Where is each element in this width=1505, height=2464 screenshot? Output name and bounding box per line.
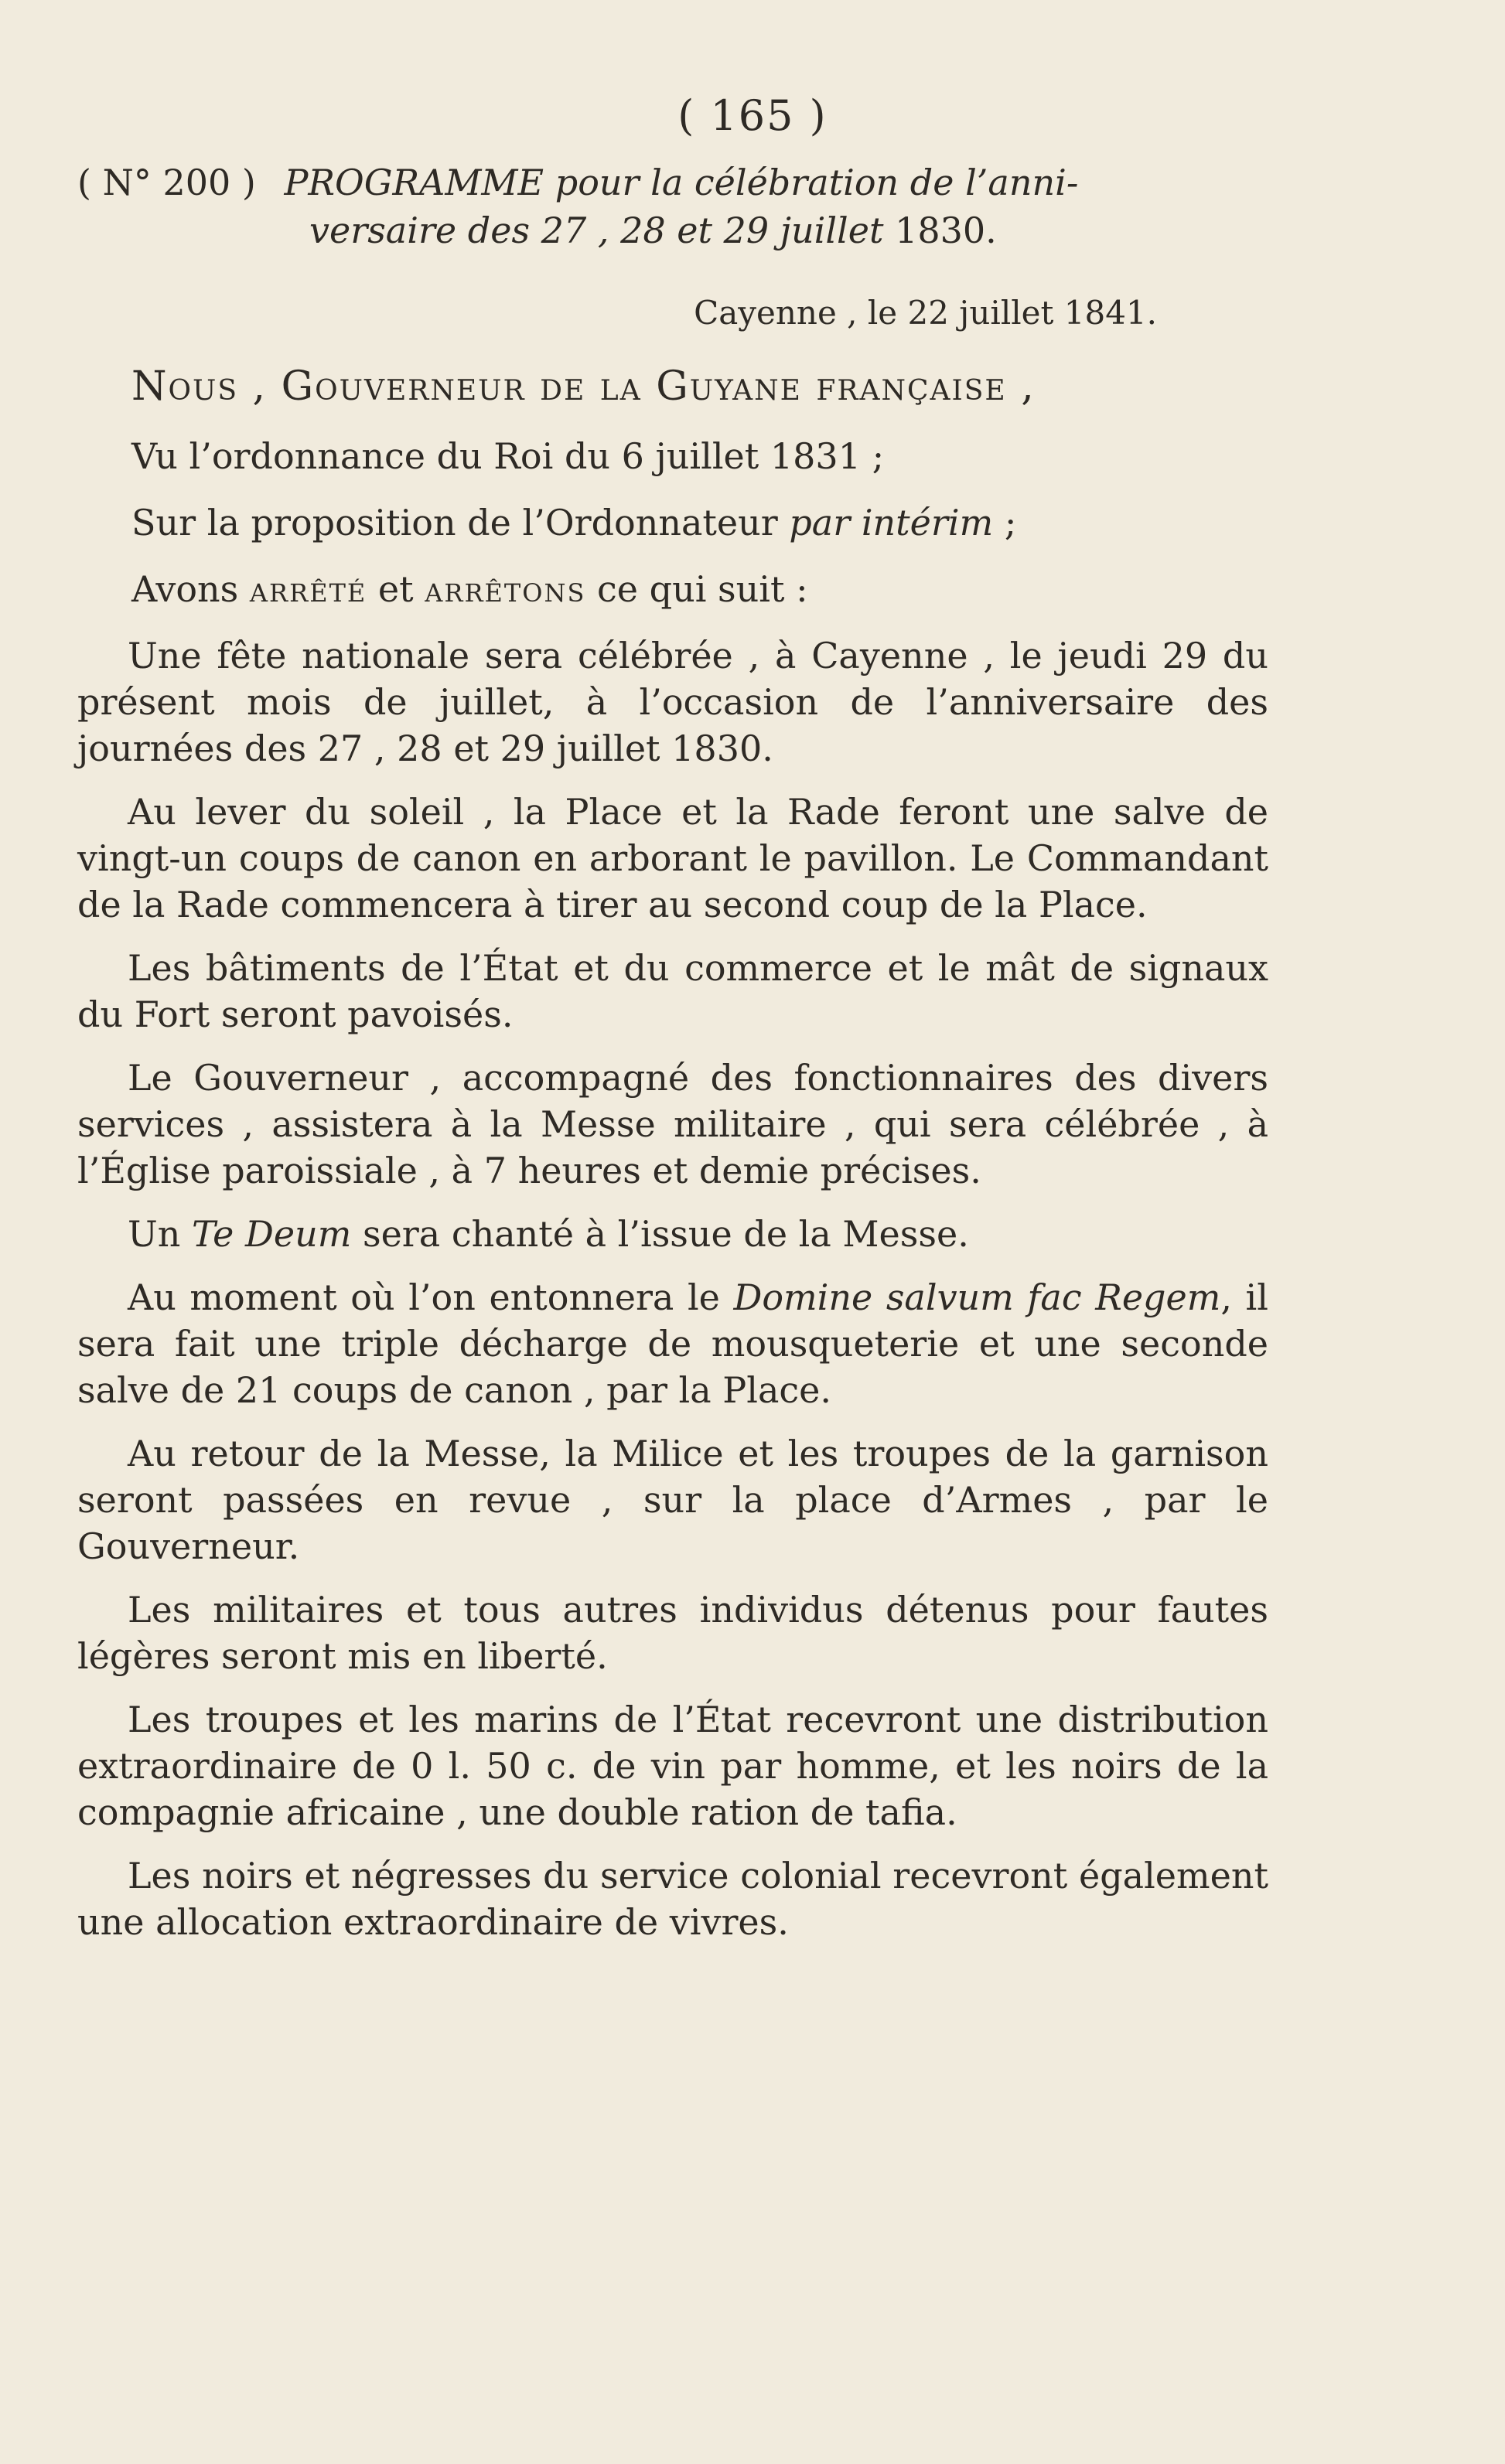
preamble-sur-end: ;: [993, 502, 1017, 544]
arrete-word: arrêté: [249, 568, 367, 610]
dateline: Cayenne , le 22 juillet 1841.: [694, 294, 1157, 332]
paragraph-gouverneur-messe: Le Gouverneur , accompagné des fonctionnaires des divers services , assistera à la Messe militaire , qui sera célébrée , à l’Église paroissiale , à 7 heures et demie précises.: [77, 1057, 1268, 1191]
paragraph-fete-nationale: Une fête nationale sera célébrée , à Cayenne , le jeudi 29 du présent mois de juillet, à l’occasion de l’anniversaire des journées des 27 , 28 et 29 juillet 1830.: [77, 635, 1268, 769]
document-title-continued: pour la célébration de l’anni-: [555, 162, 1079, 203]
preamble: [77, 363, 1268, 612]
paragraph-te-deum: [77, 1211, 1268, 1257]
et-word: et: [377, 568, 414, 610]
preamble-sur: [77, 499, 1268, 546]
document-title-year: 1830.: [895, 210, 997, 251]
te-deum-suffix: sera chanté à l’issue de la Messe.: [362, 1213, 969, 1255]
document-title-line2: [77, 206, 1268, 254]
paragraph-batiments: Les bâtiments de l’État et du commerce et le mât de signaux du Fort seront pavoisés.: [77, 947, 1268, 1035]
arretons-word: arrêtons: [425, 568, 586, 610]
domine-suffix: , il sera fait une triple décharge de mousqueterie et une seconde salve de 21 coups de canon , par la Place.: [77, 1276, 1268, 1411]
ce-qui-suit: ce qui suit :: [597, 568, 808, 610]
te-deum-prefix: Un: [128, 1213, 181, 1255]
domine-italic: Domine salvum fac Regem: [733, 1276, 1221, 1318]
document-heading: [77, 158, 1268, 254]
document-number: ( N° 200 ): [77, 162, 256, 203]
preamble-sur-italic: par intérim: [789, 502, 994, 544]
paragraph-lever-soleil: Au lever du soleil , la Place et la Rade feront une salve de vingt-un coups de canon en arborant le pavillon. Le Commandant de la Rade commencera à tirer au second coup de la Place.: [77, 791, 1268, 925]
preamble-opening: Nous , Gouverneur de la Guyane française ,: [131, 363, 1036, 410]
document-body: [77, 363, 1268, 1962]
avons-word: Avons: [131, 568, 239, 610]
paragraph-domine-salvum: [77, 1274, 1268, 1413]
paragraph-distribution: Les troupes et les marins de l’État recevront une distribution extraordinaire de 0 l. 50 c. de vin par homme, et les noirs de la compagnie africaine , une double ration de tafia.: [77, 1699, 1268, 1833]
preamble-sur-text: Sur la proposition de l’Ordonnateur: [131, 502, 778, 544]
paragraph-liberte: Les militaires et tous autres individus détenus pour fautes légères seront mis en liberté.: [77, 1589, 1268, 1677]
document-title-dates: versaire des 27 , 28 et 29 juillet: [309, 210, 884, 251]
paragraph-revue: Au retour de la Messe, la Milice et les troupes de la garnison seront passées en revue , sur la place d’Armes , par le Gouverneur.: [77, 1433, 1268, 1567]
articles: [77, 632, 1268, 1945]
preamble-avons: [77, 566, 1268, 612]
te-deum-italic: Te Deum: [192, 1213, 352, 1255]
page-number: ( 165 ): [677, 91, 828, 140]
preamble-vu: Vu l’ordonnance du Roi du 6 juillet 1831 ;: [131, 435, 885, 477]
domine-prefix: Au moment où l’on entonnera le: [128, 1276, 720, 1318]
document-title: PROGRAMME: [284, 162, 544, 203]
paragraph-vivres: Les noirs et négresses du service colonial recevront également une allocation extraordinaire de vivres.: [77, 1855, 1268, 1943]
